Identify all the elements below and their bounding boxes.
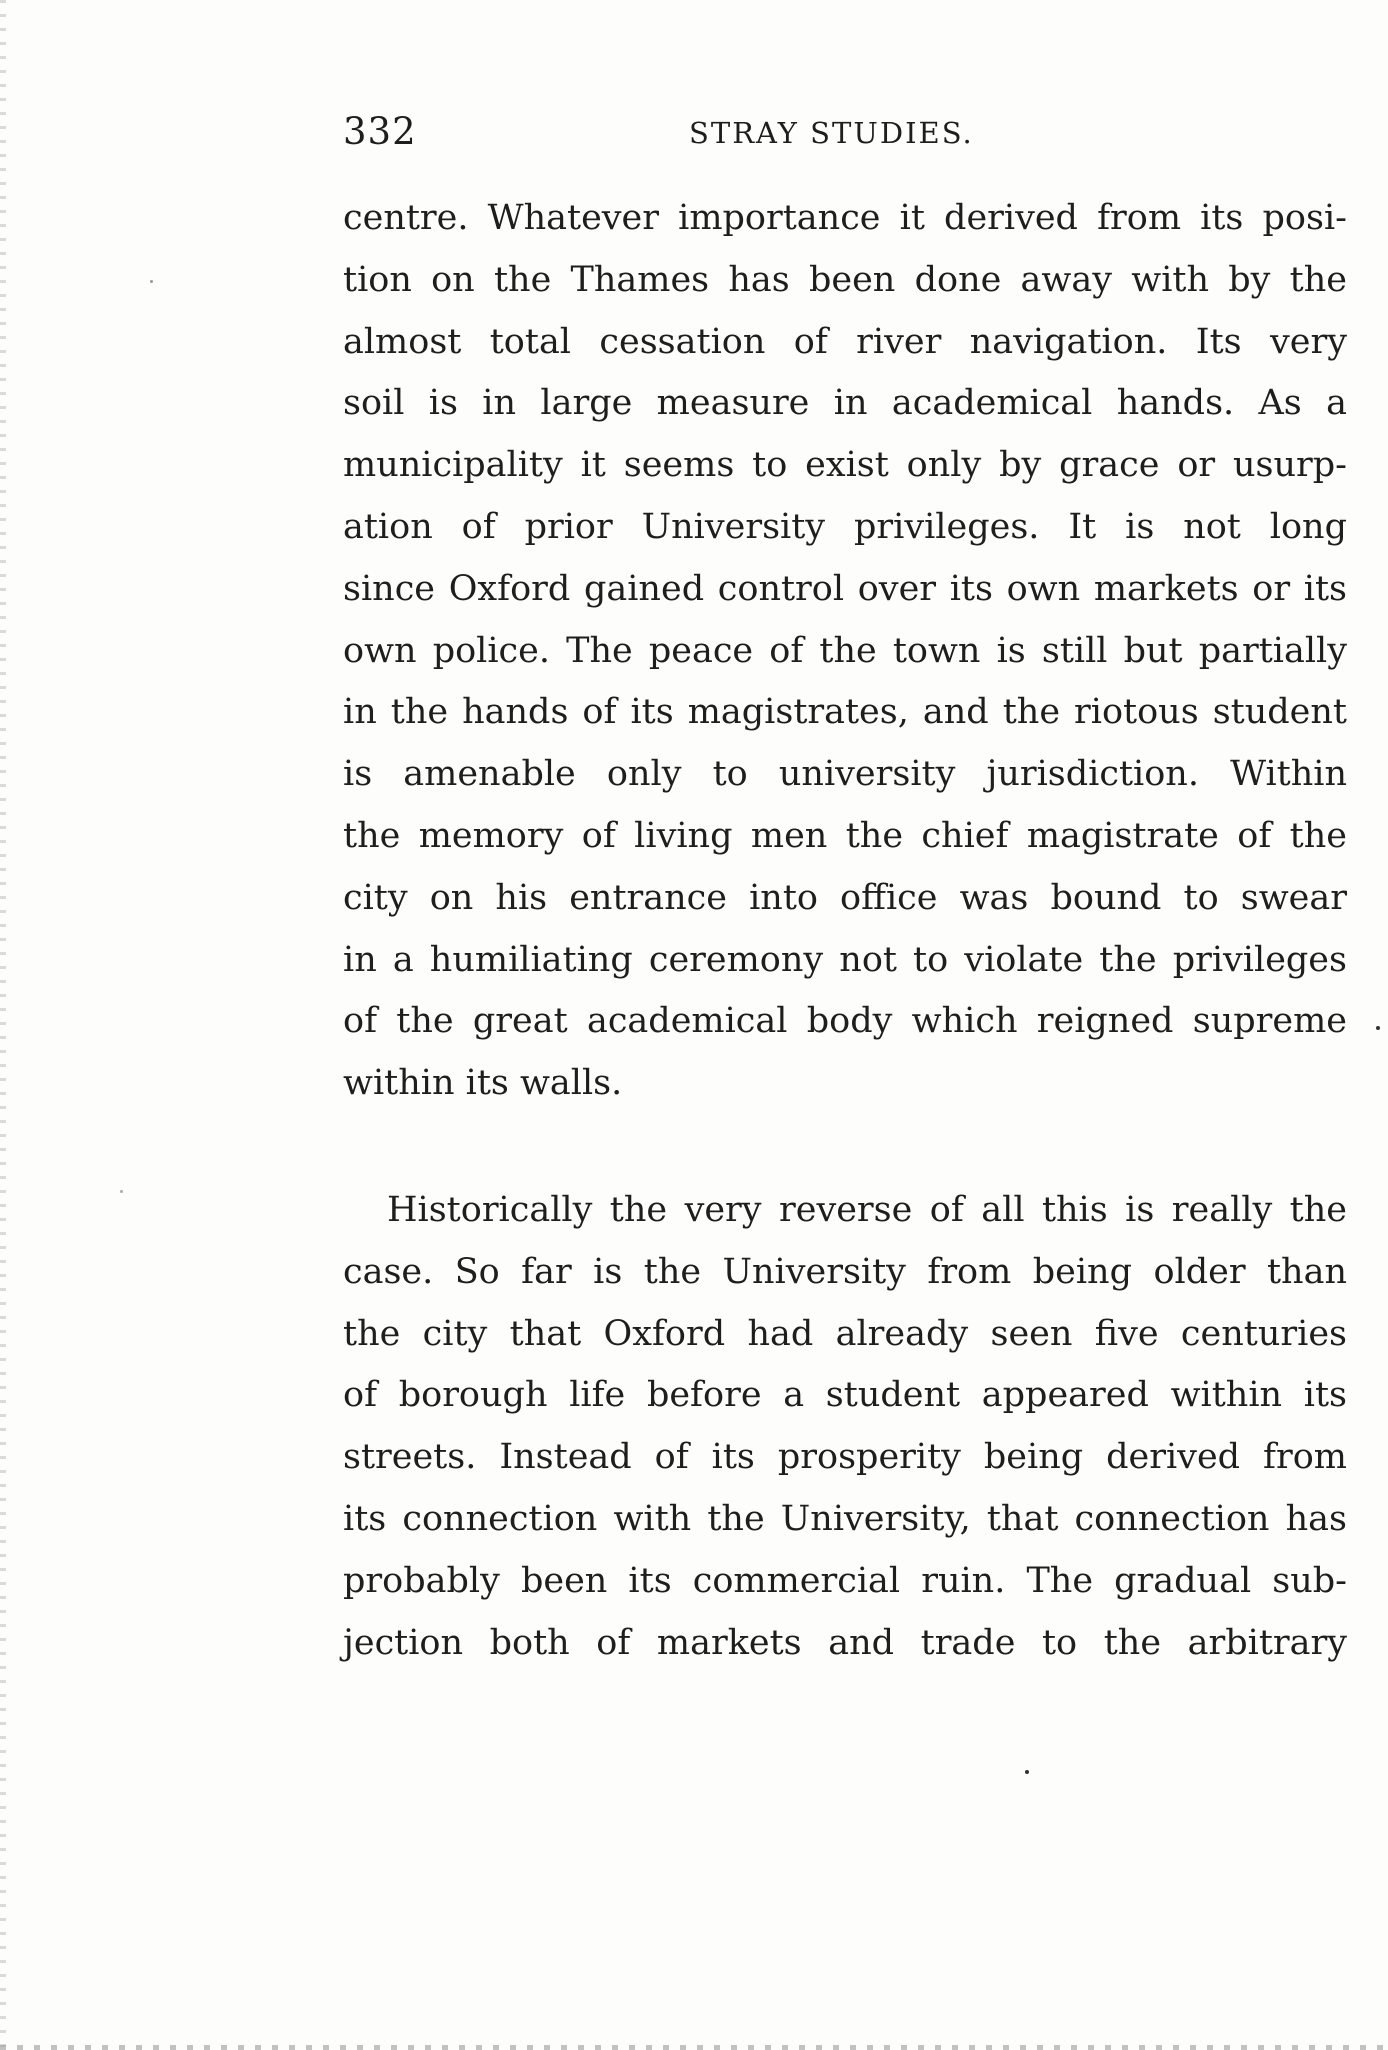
text-line: of borough life before a student appeared within its	[343, 1375, 1347, 1416]
text-line: the memory of living men the chief magistrate of the	[343, 815, 1347, 856]
running-head	[343, 110, 1347, 160]
page-left-edge	[0, 0, 6, 2050]
ink-speck	[1025, 1770, 1029, 1774]
text-line: municipality it seems to exist only by grace or usurp-	[343, 445, 1347, 486]
text-line: in the hands of its magistrates, and the riotous student	[343, 692, 1347, 733]
text-line: its connection with the University, that connection has	[343, 1498, 1347, 1539]
ink-speck	[150, 280, 153, 283]
ink-speck	[120, 1190, 123, 1193]
running-title: STRAY STUDIES.	[689, 116, 974, 150]
text-line: streets. Instead of its prosperity being derived from	[343, 1437, 1347, 1478]
page-bottom-edge	[0, 2045, 1388, 2050]
text-line: Historically the very reverse of all this is really the	[387, 1190, 1347, 1230]
page-number: 332	[343, 110, 417, 153]
text-line: the city that Oxford had already seen five centuries	[343, 1313, 1347, 1354]
text-line: since Oxford gained control over its own markets or its	[343, 568, 1347, 609]
text-line: almost total cessation of river navigation. Its very	[343, 321, 1347, 362]
text-line: in a humiliating ceremony not to violate the privileges	[343, 939, 1347, 980]
text-line: ation of prior University privileges. It is not long	[343, 506, 1347, 547]
text-line: jection both of markets and trade to the arbitrary	[343, 1622, 1347, 1663]
text-line: case. So far is the University from being older than	[343, 1251, 1347, 1292]
text-line: tion on the Thames has been done away with by the	[343, 259, 1347, 300]
text-line: own police. The peace of the town is still but partially	[343, 630, 1347, 671]
paragraph-2	[343, 1180, 1347, 1674]
paragraph-1	[343, 188, 1347, 1115]
text-line: is amenable only to university jurisdiction. Within	[343, 754, 1347, 795]
text-line: within its walls.	[343, 1063, 623, 1104]
text-line: probably been its commercial ruin. The gradual sub-	[343, 1560, 1347, 1601]
text-line: soil is in large measure in academical hands. As a	[343, 383, 1347, 424]
text-line: city on his entrance into office was bound to swear	[343, 877, 1347, 918]
text-line: centre. Whatever importance it derived from its posi-	[343, 198, 1347, 238]
text-line: of the great academical body which reigned supreme	[343, 1001, 1347, 1042]
ink-speck	[1376, 1026, 1380, 1030]
